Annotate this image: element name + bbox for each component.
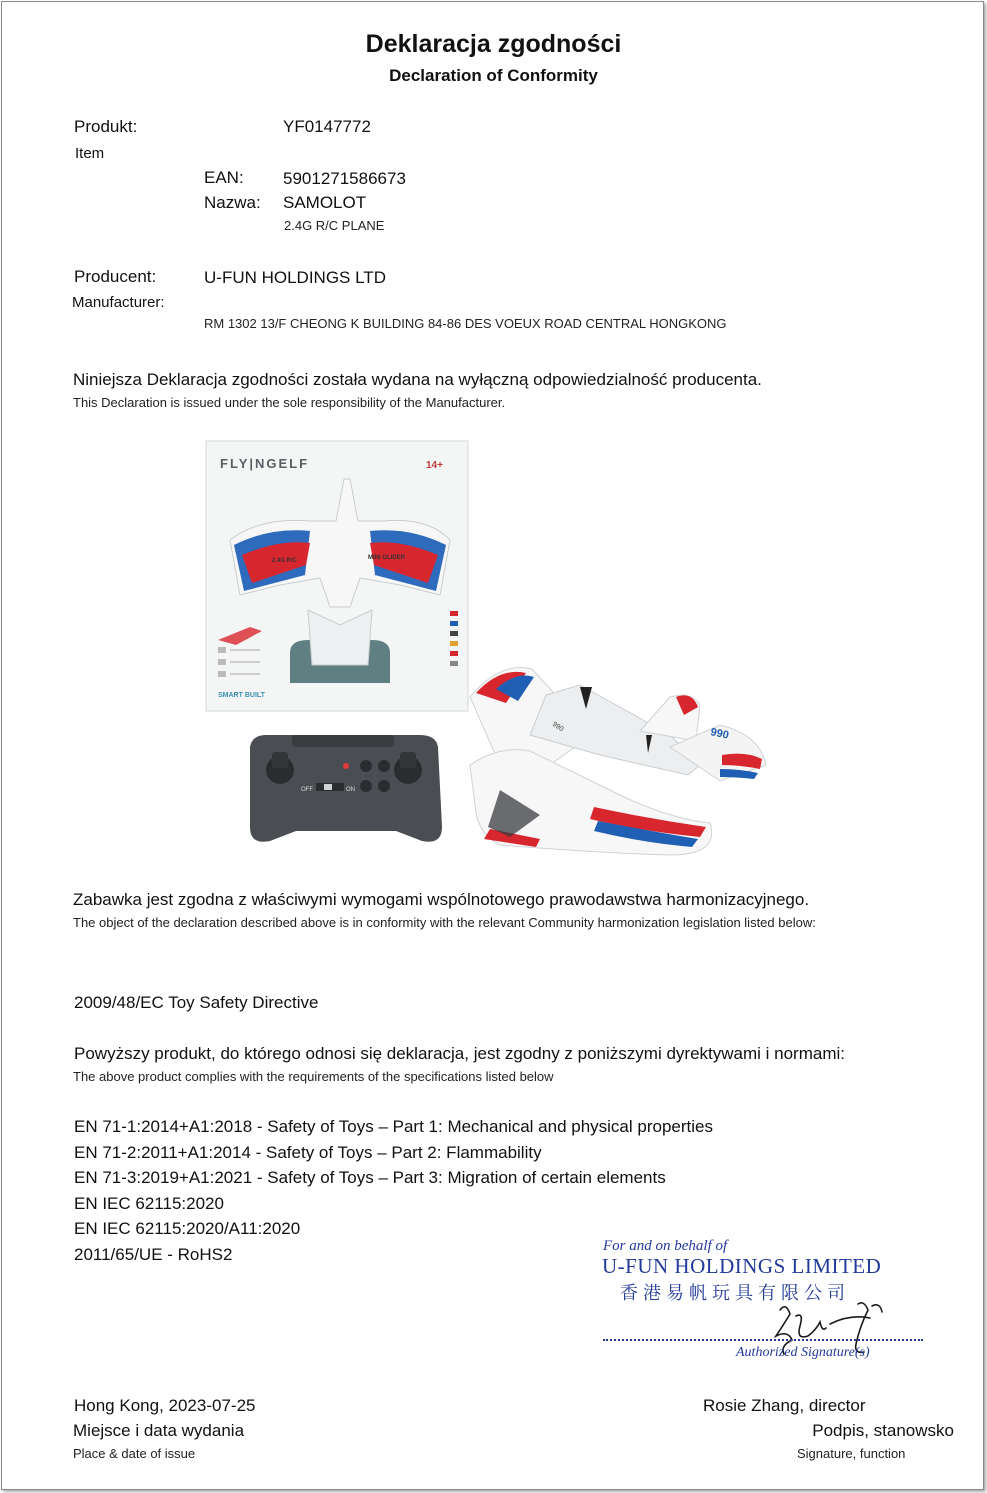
product-subtitle: 2.4G R/C PLANE [284, 218, 385, 233]
directive: 2009/48/EC Toy Safety Directive [74, 993, 319, 1012]
place-date-label-pl: Miejsce i data wydania [73, 1421, 245, 1440]
remote-controller [250, 735, 442, 842]
product-code: YF0147772 [283, 117, 371, 136]
conformity-statement-pl: Zabawka jest zgodna z właściwymi wymogami wspólnotowego prawodawstwa harmonizacyjnego. [73, 890, 810, 909]
plane-tail-number: 990 [709, 726, 730, 742]
remote-switch-on: ON [346, 787, 355, 793]
signer-name: Rosie Zhang, director [703, 1396, 866, 1415]
box-brand: FLY|NGELF [220, 456, 310, 471]
name-label: Nazwa: [204, 193, 261, 212]
manufacturer-address: RM 1302 13/F CHEONG K BUILDING 84-86 DES VOEUX ROAD CENTRAL HONGKONG [204, 316, 727, 331]
item-label: Item [75, 145, 105, 162]
compliance-statement-en: The above product complies with the requirements of the specifications listed below [73, 1069, 554, 1084]
stamp-on-behalf: For and on behalf of [603, 1238, 728, 1254]
signature-dotted-line [603, 1339, 923, 1341]
product-label: Produkt: [74, 117, 138, 136]
standard-item: EN 71-1:2014+A1:2018 - Safety of Toys – Part 1: Mechanical and physical properties [74, 1117, 713, 1136]
box-plane-label: 2.4G R/C [272, 558, 298, 564]
standard-item: 2011/65/UE - RoHS2 [74, 1244, 233, 1264]
box-glider-label: MINI GLIDER [368, 555, 405, 561]
product-box [206, 441, 468, 711]
page-title: Deklaracja zgodności [365, 30, 622, 58]
product-photo [200, 435, 780, 865]
manufacturer-name: U-FUN HOLDINGS LTD [204, 268, 386, 287]
place-date-label-en: Place & date of issue [73, 1446, 196, 1461]
signature-label-en: Signature, function [797, 1446, 906, 1461]
compliance-statement-pl: Powyższy produkt, do którego odnosi się deklaracja, jest zgodny z poniższymi dyrektywami i normami: [74, 1044, 845, 1063]
standard-item: EN IEC 62115:2020/A11:2020 [74, 1219, 301, 1238]
remote-switch-off: OFF [301, 787, 313, 793]
ean-value: 5901271586673 [283, 169, 406, 188]
place-and-date: Hong Kong, 2023-07-25 [74, 1396, 256, 1415]
box-age: 14+ [426, 460, 443, 471]
assembled-plane [470, 668, 766, 855]
stamp-company-name-chinese: 香港易帆玩具有限公司 [620, 1283, 850, 1304]
standard-item: EN 71-3:2019+A1:2021 - Safety of Toys – Part 3: Migration of certain elements [74, 1168, 666, 1187]
stamp-authorized-signature: Authorized Signature(s) [736, 1345, 870, 1360]
product-name: SAMOLOT [283, 193, 367, 212]
page-subtitle: Declaration of Conformity [389, 66, 598, 85]
responsibility-statement-en: This Declaration is issued under the sole responsibility of the Manufacturer. [73, 395, 506, 410]
svg-text:990: 990 [550, 720, 565, 734]
stamp-company-name: U-FUN HOLDINGS LIMITED [602, 1254, 882, 1278]
standard-item: EN IEC 62115:2020 [74, 1193, 224, 1213]
signature-label-pl: Podpis, stanowsko [812, 1421, 954, 1440]
ean-label: EAN: [204, 168, 244, 187]
manufacturer-label-en: Manufacturer: [72, 294, 165, 311]
box-tagline: SMART BUILT [218, 692, 265, 699]
responsibility-statement-pl: Niniejsza Deklaracja zgodności została wydana na wyłączną odpowiedzialność producenta. [73, 370, 762, 389]
conformity-statement-en: The object of the declaration described above is in conformity with the relevant Community harmonization legislation listed below: [73, 915, 816, 930]
standard-item: EN 71-2:2011+A1:2014 - Safety of Toys – Part 2: Flammability [74, 1142, 542, 1162]
manufacturer-label: Producent: [74, 267, 157, 286]
